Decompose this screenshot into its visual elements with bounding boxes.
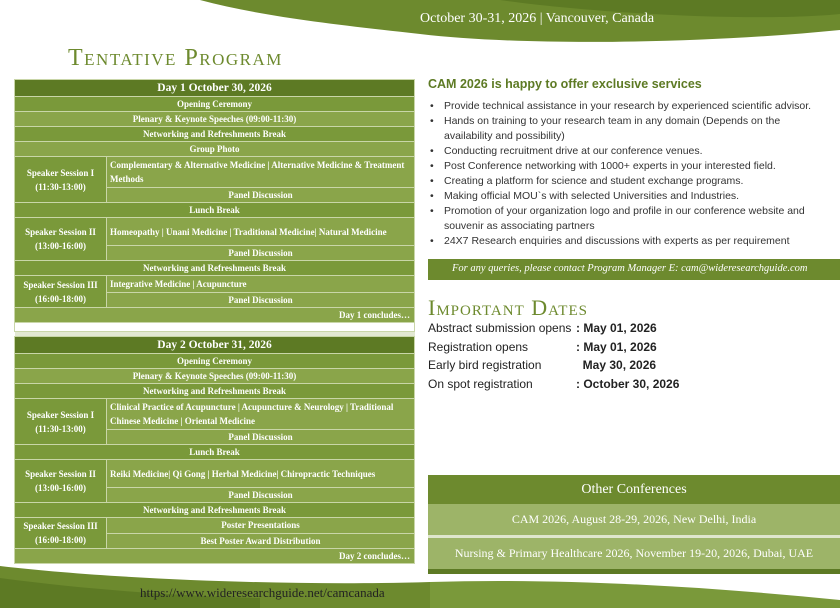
day2-session2-topics: Reiki Medicine| Qi Gong | Herbal Medicine| Chiropractic Techniques [107, 460, 415, 488]
important-dates-title: Important Dates [428, 295, 588, 320]
day-separator [15, 323, 415, 332]
day1-concludes: Day 1 concludes… [15, 308, 415, 323]
day1-panel2: Panel Discussion [107, 246, 415, 261]
day1-lunch: Lunch Break [15, 203, 415, 218]
day1-panel1: Panel Discussion [107, 188, 415, 203]
day2-session3-time: (16:00-18:00) [35, 535, 86, 545]
day1-session1-time: (11:30-13:00) [35, 181, 86, 192]
day1-session3-cell [15, 276, 107, 308]
day2-session1-name: Speaker Session I [26, 409, 95, 420]
day2-session1-topics: Clinical Practice of Acupuncture | Acupuncture & Neurology | Traditional Chinese Medicine | Oriental Medicine [107, 399, 415, 430]
list-item: • Creating a platform for science and student exchange programs. [430, 174, 830, 189]
day1-group-photo: Group Photo [15, 142, 415, 157]
day1-session1-topics: Complementary & Alternative Medicine | Alternative Medicine & Treatment Methods [107, 157, 415, 188]
day1-networking2: Networking and Refreshments Break [15, 261, 415, 276]
day1-session3-time: (16:00-18:00) [35, 293, 86, 304]
day2-networking2: Networking and Refreshments Break [15, 503, 415, 518]
date-value: May 30, 2026 [576, 358, 657, 372]
list-item: • Provide technical assistance in your research by experienced scientific advisor. [430, 99, 830, 114]
list-item: • 24X7 Research enquiries and discussions with experts as per requirement [430, 234, 830, 249]
date-value: : May 01, 2026 [576, 321, 657, 335]
list-item: • Hands on training to your research team in any domain (Depends on the availability and possibility) [430, 114, 830, 144]
day1-session3-name: Speaker Session III [23, 279, 98, 290]
program-table [14, 79, 415, 564]
other-conference-link[interactable]: Nursing & Primary Healthcare 2026, November 19-20, 2026, Dubai, UAE [428, 538, 840, 569]
day2-header: Day 2 October 31, 2026 [15, 337, 415, 354]
day1-session2-name: Speaker Session II [25, 227, 96, 237]
day2-opening: Opening Ceremony [15, 354, 415, 369]
day2-concludes: Day 2 concludes… [15, 549, 415, 564]
day1-header: Day 1 October 30, 2026 [15, 80, 415, 97]
day1-opening: Opening Ceremony [15, 97, 415, 112]
footer-url-link[interactable]: https://www.wideresearchguide.net/camcanada [140, 585, 385, 600]
date-value: : May 01, 2026 [576, 339, 657, 354]
other-conferences-title: Other Conferences [428, 475, 840, 505]
day1-session2-time: (13:00-16:00) [35, 241, 86, 251]
date-label: On spot registration [428, 376, 533, 391]
day2-plenary: Plenary & Keynote Speeches (09:00-11:30) [15, 369, 415, 384]
date-label: Early bird registration [428, 358, 542, 372]
day2-poster: Poster Presentations [107, 518, 415, 534]
list-item: • Promotion of your organization logo and profile in our conference website and souvenir as associating partners [430, 204, 830, 234]
day2-session1-cell [15, 399, 107, 445]
day1-session2-cell [15, 218, 107, 261]
footer-band [0, 560, 840, 608]
page-title: Tentative Program [68, 45, 283, 71]
day2-session2-cell [15, 460, 107, 503]
day1-session3-topics: Integrative Medicine | Acupuncture [107, 276, 415, 293]
date-label: Abstract submission opens [428, 321, 572, 335]
other-conference-link[interactable]: CAM 2026, August 28-29, 2026, New Delhi, India [428, 504, 840, 535]
services-title: CAM 2026 is happy to offer exclusive services [428, 77, 702, 91]
day2-networking: Networking and Refreshments Break [15, 384, 415, 399]
day2-session3-name: Speaker Session III [23, 521, 98, 531]
day2-award: Best Poster Award Distribution [107, 533, 415, 549]
event-dateline: October 30-31, 2026 | Vancouver, Canada [420, 11, 655, 26]
day1-session1-name: Speaker Session I [26, 167, 95, 178]
day2-panel1: Panel Discussion [107, 430, 415, 445]
day2-session1-time: (11:30-13:00) [35, 423, 86, 434]
day2-session3-cell [15, 518, 107, 549]
date-label: Registration opens [428, 339, 529, 354]
day1-plenary: Plenary & Keynote Speeches (09:00-11:30) [15, 112, 415, 127]
day1-session2-topics: Homeopathy | Unani Medicine | Traditional Medicine| Natural Medicine [107, 218, 415, 246]
contact-banner: For any queries, please contact Program Manager E: cam@wideresearchguide.com [428, 259, 840, 280]
day2-session2-name: Speaker Session II [25, 469, 96, 479]
services-list [430, 99, 830, 249]
list-item: • Making official MOU`s with selected Universities and Industries. [430, 189, 830, 204]
list-item: • Post Conference networking with 1000+ experts in your interested field. [430, 159, 830, 174]
date-value: : October 30, 2026 [576, 376, 680, 391]
list-item: • Conducting recruitment drive at our conference venues. [430, 144, 830, 159]
day2-panel2: Panel Discussion [107, 488, 415, 503]
day1-networking: Networking and Refreshments Break [15, 127, 415, 142]
day2-session2-time: (13:00-16:00) [35, 483, 86, 493]
day1-panel3: Panel Discussion [107, 293, 415, 308]
day1-session1-cell [15, 157, 107, 203]
day2-lunch: Lunch Break [15, 445, 415, 460]
